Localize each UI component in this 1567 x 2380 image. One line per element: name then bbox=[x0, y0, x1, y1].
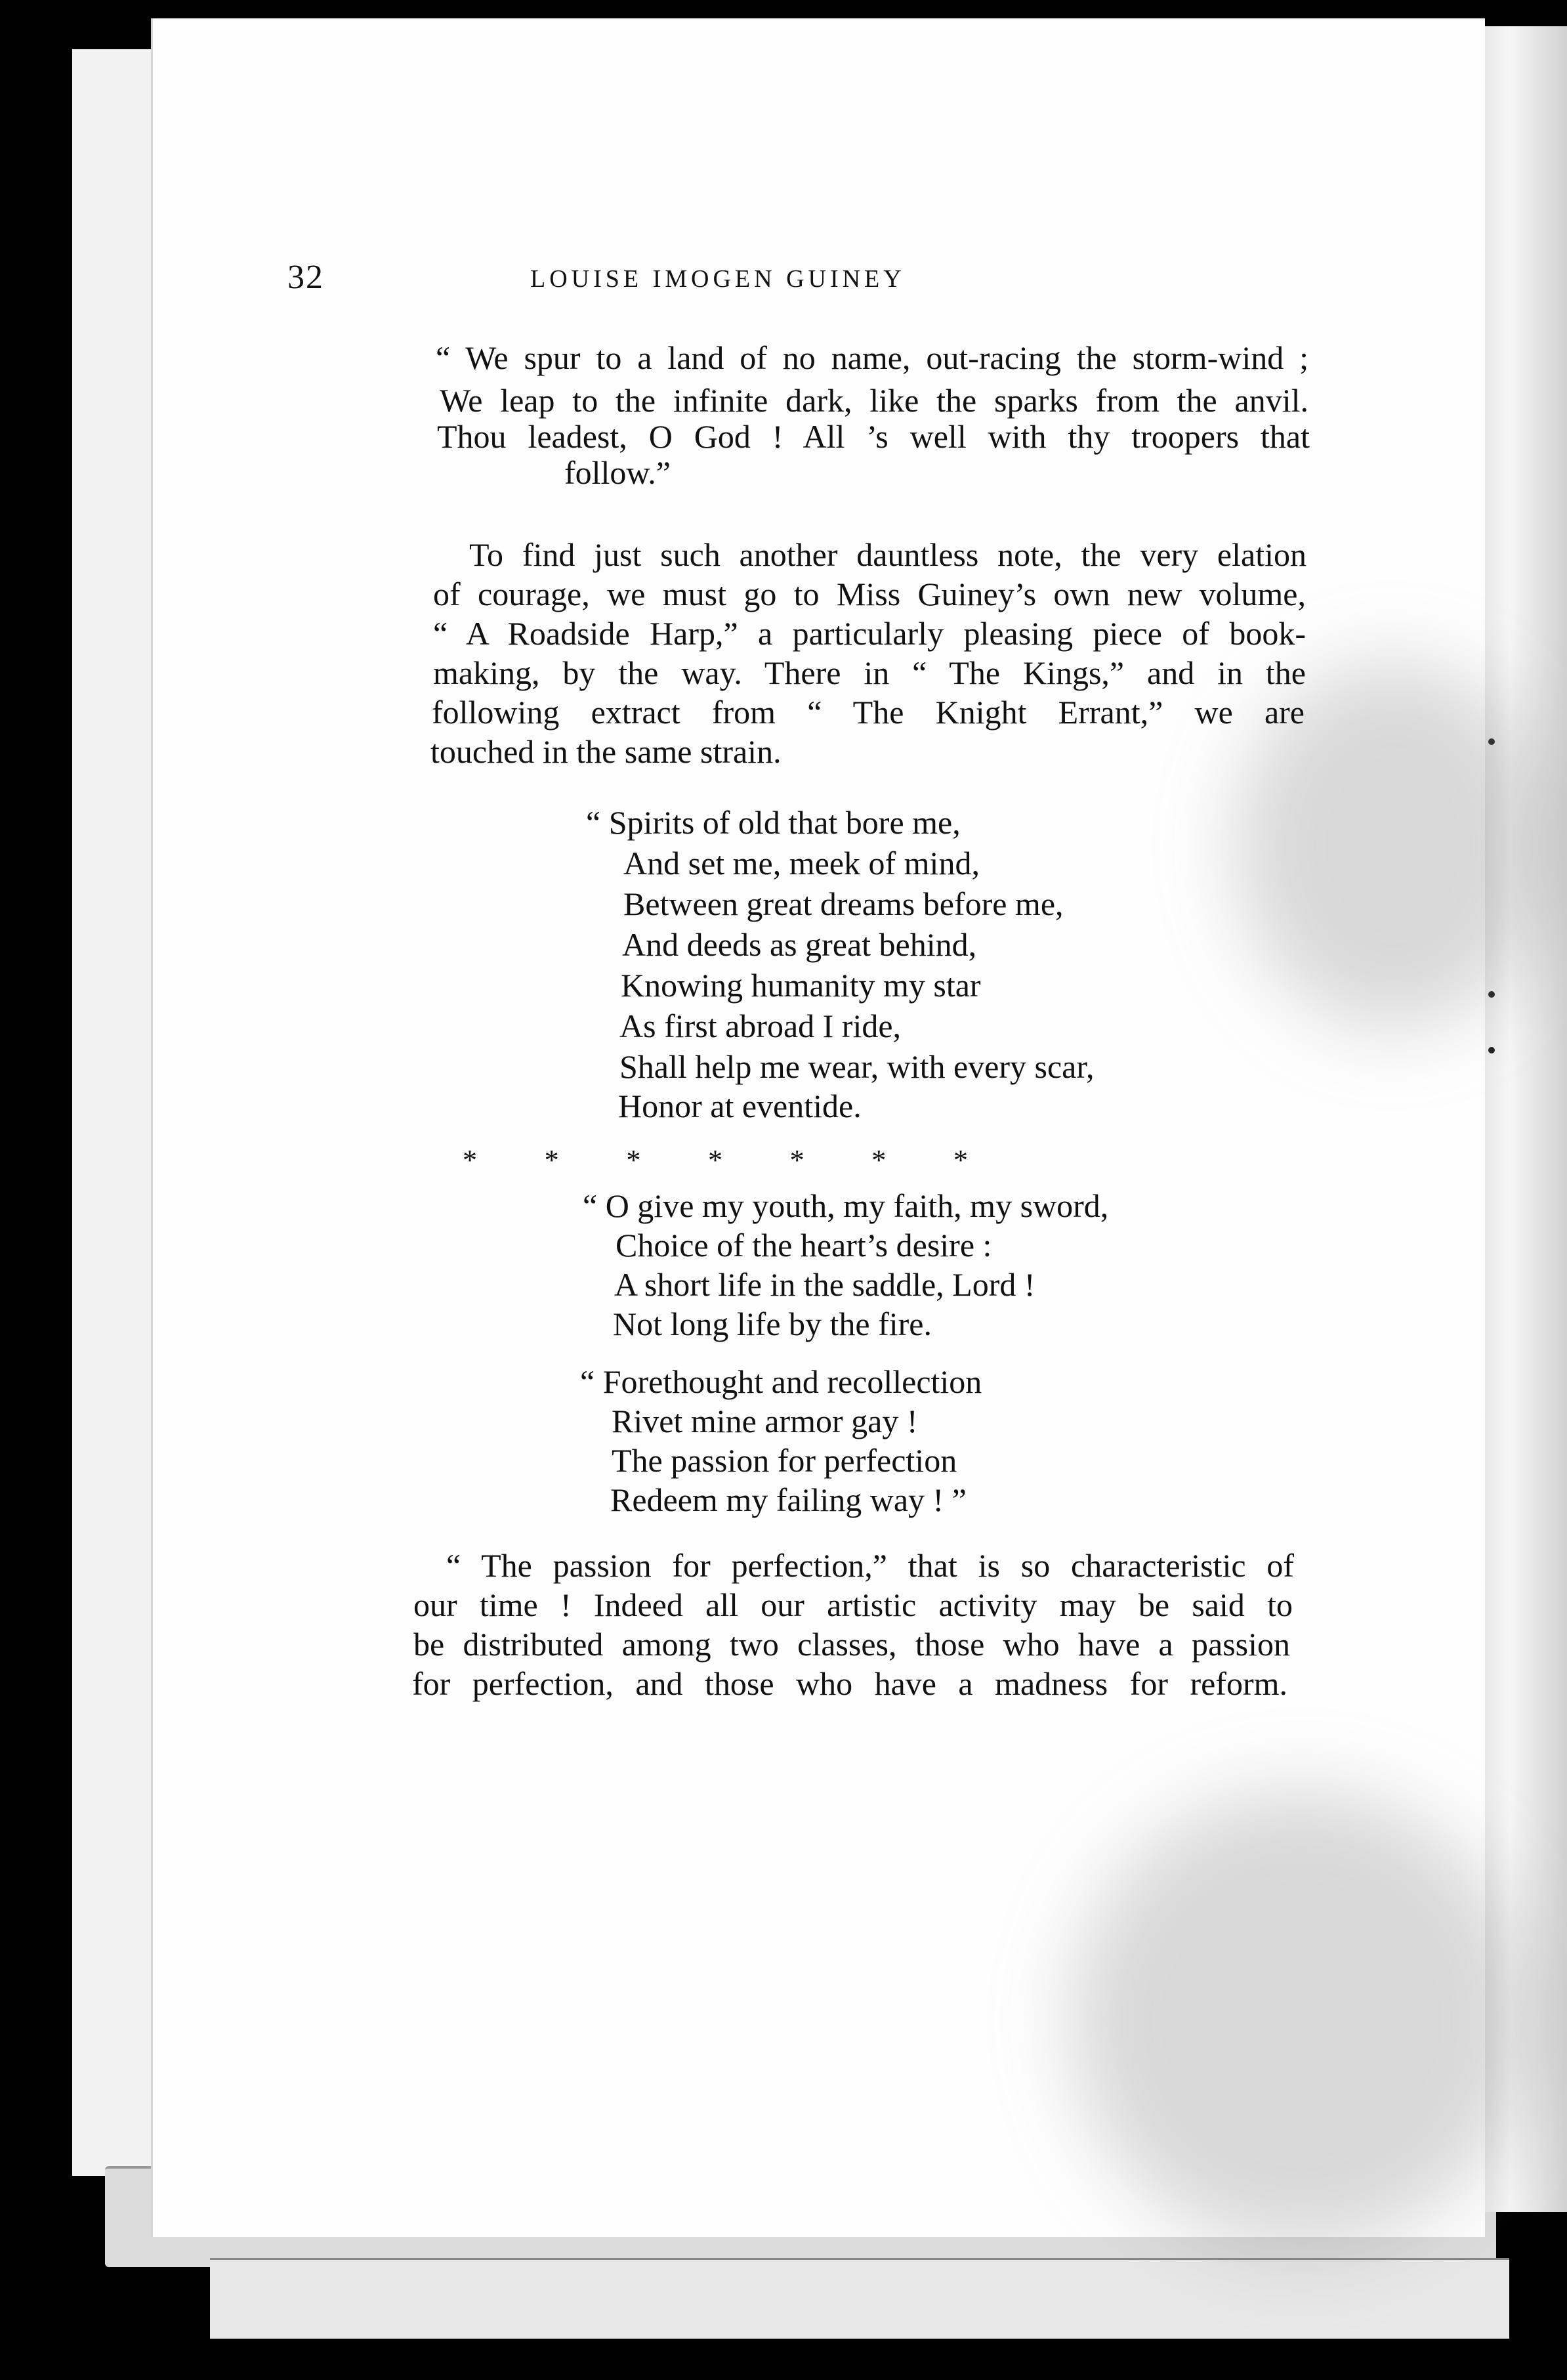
verse-line: The passion for perfection bbox=[612, 1442, 957, 1479]
separator-asterisk: * bbox=[463, 1144, 477, 1176]
separator-asterisk: * bbox=[544, 1144, 559, 1176]
verse-line: Thou leadest, O God ! All ’s well with thy troopers that bbox=[437, 418, 1310, 455]
page-number: 32 bbox=[287, 259, 324, 296]
paragraph-line: making, by the way. There in “ The Kings,” and in the bbox=[433, 654, 1306, 691]
verse-line: We leap to the infinite dark, like the sparks from the anvil. bbox=[440, 382, 1308, 419]
separator-asterisk: * bbox=[626, 1144, 641, 1176]
verse-line: Rivet mine armor gay ! bbox=[612, 1403, 918, 1439]
paragraph-line: following extract from “ The Knight Errant,” we are bbox=[432, 694, 1305, 731]
running-head bbox=[287, 258, 1088, 297]
verse-line: Knowing humanity my star bbox=[621, 967, 981, 1004]
paragraph-line: be distributed among two classes, those who have a passion bbox=[413, 1626, 1290, 1663]
paragraph-line: “ A Roadside Harp,” a particularly pleasing piece of book- bbox=[433, 615, 1306, 652]
paragraph-line: “ The passion for perfection,” that is so characteristic of bbox=[446, 1547, 1294, 1584]
verse-line: Between great dreams before me, bbox=[623, 885, 1064, 922]
verse-line: “ O give my youth, my faith, my sword, bbox=[583, 1187, 1109, 1224]
scan-smudge bbox=[1072, 1791, 1531, 2250]
paragraph-line: our time ! Indeed all our artistic activity may be said to bbox=[413, 1586, 1293, 1623]
paragraph-line: touched in the same strain. bbox=[430, 733, 782, 770]
verse-line: follow.” bbox=[564, 454, 671, 491]
paragraph-line: of courage, we must go to Miss Guiney’s own new volume, bbox=[433, 576, 1306, 612]
paragraph-line: To find just such another dauntless note, the very elation bbox=[469, 536, 1306, 573]
separator-asterisk: * bbox=[871, 1144, 887, 1176]
verse-line: A short life in the saddle, Lord ! bbox=[614, 1266, 1035, 1303]
verse-line: Honor at eventide. bbox=[618, 1088, 862, 1124]
section-separator bbox=[463, 1143, 968, 1177]
separator-asterisk: * bbox=[789, 1144, 804, 1176]
separator-asterisk: * bbox=[953, 1144, 968, 1176]
separator-asterisk: * bbox=[707, 1144, 722, 1176]
verse-line: “ Spirits of old that bore me, bbox=[586, 804, 961, 841]
verse-line: Choice of the heart’s desire : bbox=[616, 1227, 992, 1264]
specks bbox=[1488, 991, 1495, 998]
specks bbox=[1488, 1047, 1495, 1053]
verse-line: As first abroad I ride, bbox=[619, 1008, 902, 1044]
verse-line: “ Forethought and recollection bbox=[580, 1363, 982, 1400]
verse-line: Shall help me wear, with every scar, bbox=[619, 1048, 1095, 1085]
facing-page-edge bbox=[1482, 26, 1567, 2212]
book-cover-edge bbox=[210, 2258, 1509, 2339]
verse-line: Not long life by the fire. bbox=[613, 1306, 932, 1342]
running-title: LOUISE IMOGEN GUINEY bbox=[530, 265, 906, 293]
paragraph-line: for perfection, and those who have a madness for reform. bbox=[412, 1665, 1287, 1702]
verse-line: And set me, meek of mind, bbox=[623, 845, 980, 882]
verse-line: Redeem my failing way ! ” bbox=[610, 1481, 967, 1518]
verse-line: And deeds as great behind, bbox=[622, 926, 977, 963]
verse-line: “ We spur to a land of no name, out-racing the storm-wind ; bbox=[436, 339, 1308, 376]
